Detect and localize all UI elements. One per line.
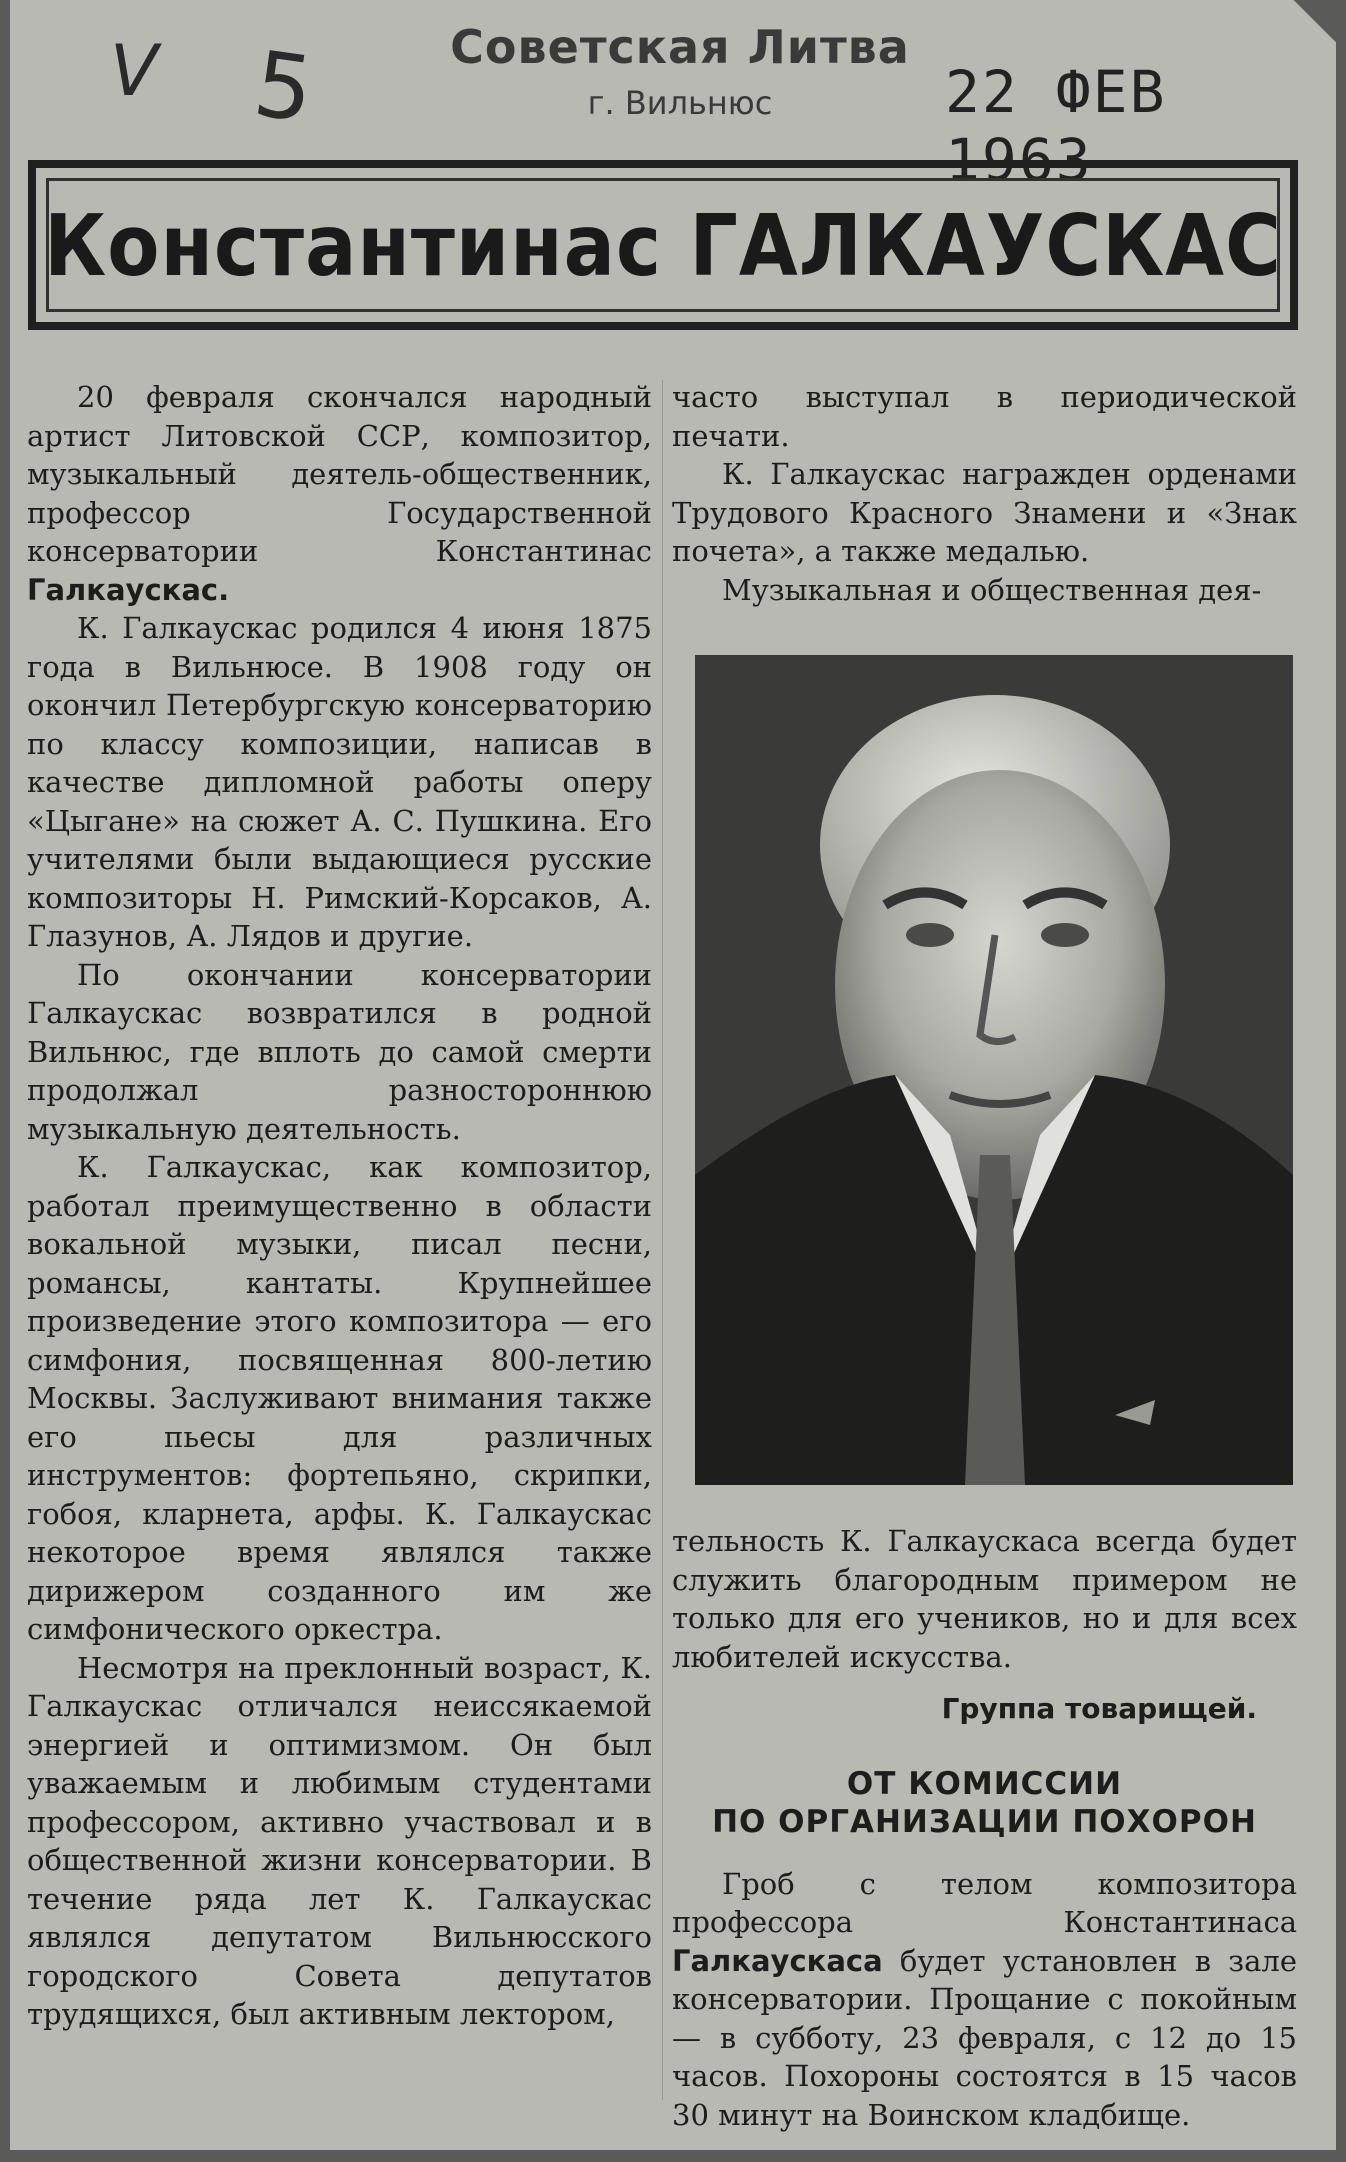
right-column-top — [672, 378, 1297, 609]
torn-corner — [1294, 0, 1336, 42]
paragraph-4: К. Галкаускас, как композитор, работал преимущественно в области вокальной музыки, писал песни, романсы, кантаты. Крупнейшее произведение этого композитора — его симфония, посвященная 800-летию Москвы. Заслуживают внимания также его пьесы для различных инструментов: фортепьяно, скрипки, гобоя, кларнета, арфы. К. Галкаускас некоторое время являлся также дирижером созданного им же симфонического оркестра. — [27, 1150, 652, 1646]
headline-frame — [28, 160, 1298, 330]
paragraph-2: К. Галкаускас родился 4 июня 1875 года в Вильнюсе. В 1908 году он окончил Петербургскую консерваторию по классу композиции, написав в качестве дипломной работы оперу «Цыгане» на сюжет А. С. Пушкина. Его учителями были выдающиеся русские композиторы Н. Римский-Корсаков, А. Глазунов, А. Лядов и другие. — [27, 611, 652, 953]
column-divider — [662, 380, 663, 2100]
right-column-bottom — [672, 1522, 1297, 2134]
portrait-photo — [695, 655, 1293, 1485]
newspaper-name: Советская Литва — [450, 20, 910, 74]
paragraph-3: По окончании консерватории Галкаускас возвратился в родной Вильнюс, где вплоть до самой смерти продолжал разностороннюю музыкальную деятельность. — [27, 957, 652, 1146]
newspaper-masthead — [450, 20, 910, 122]
funeral-notice — [672, 1865, 1297, 2135]
paragraph-5: Несмотря на преклонный возраст, К. Галкаускас отличался неиссякаемой энергией и оптимизмом. Он был уважаемым и любимым студентами профессором, активно участвовал и в общественной жизни консерватории. В течение ряда лет К. Галкаускас являлся депутатом Вильнюсского городского Совета депутатов трудящихся, был активным лектором, — [27, 1650, 652, 2031]
paragraph-continued: часто выступал в периодической печати. — [672, 380, 1297, 453]
portrait-illustration — [695, 655, 1293, 1485]
paragraph-activity-end: тельность К. Галкаускаса всегда будет служить благородным примером не только для его учеников, но и для всех любителей искусства. — [672, 1524, 1297, 1674]
handwritten-check-mark: V — [110, 30, 158, 112]
paragraph-1-text: 20 февраля скончался народный артист Литовской ССР, композитор, музыкальный деятель-общественник, профессор Государственной консерватории Константинас — [27, 380, 652, 568]
handwritten-number: 5 — [247, 31, 320, 144]
signature: Группа товарищей. — [941, 1692, 1257, 1725]
funeral-surname-bold: Галкаускаса — [672, 1943, 883, 1978]
paragraph-activity-start: Музыкальная и общественная дея- — [722, 572, 1262, 607]
paragraph-awards: К. Галкаускас награжден орденами Трудового Красного Знамени и «Знак почета», а также медалью. — [672, 457, 1297, 568]
paragraph-1 — [27, 378, 652, 609]
left-column — [27, 378, 652, 2034]
date-stamp: 22 ФЕВ 1963 — [945, 58, 1167, 194]
surname-bold: Галкаускас. — [27, 572, 230, 607]
headline: Константинас ГАЛКАУСКАС — [44, 195, 1282, 295]
sub-heading-line-1: ОТ КОМИССИИ — [846, 1765, 1123, 1802]
newspaper-clipping — [10, 0, 1336, 2150]
sub-heading-line-2: ПО ОРГАНИЗАЦИИ ПОХОРОН — [712, 1803, 1257, 1840]
funeral-commission-heading — [672, 1765, 1297, 1841]
newspaper-city: г. Вильнюс — [587, 84, 773, 122]
funeral-notice-rest: будет установлен в зале консерватории. Прощание с покойным — в субботу, 23 февраля, с 12 до 15 часов. Похороны состоятся в 15 часов 30 минут на Воинском кладбище. — [672, 1943, 1297, 2132]
funeral-notice-text: Гроб с телом композитора профессора Константинаса — [672, 1866, 1297, 1939]
